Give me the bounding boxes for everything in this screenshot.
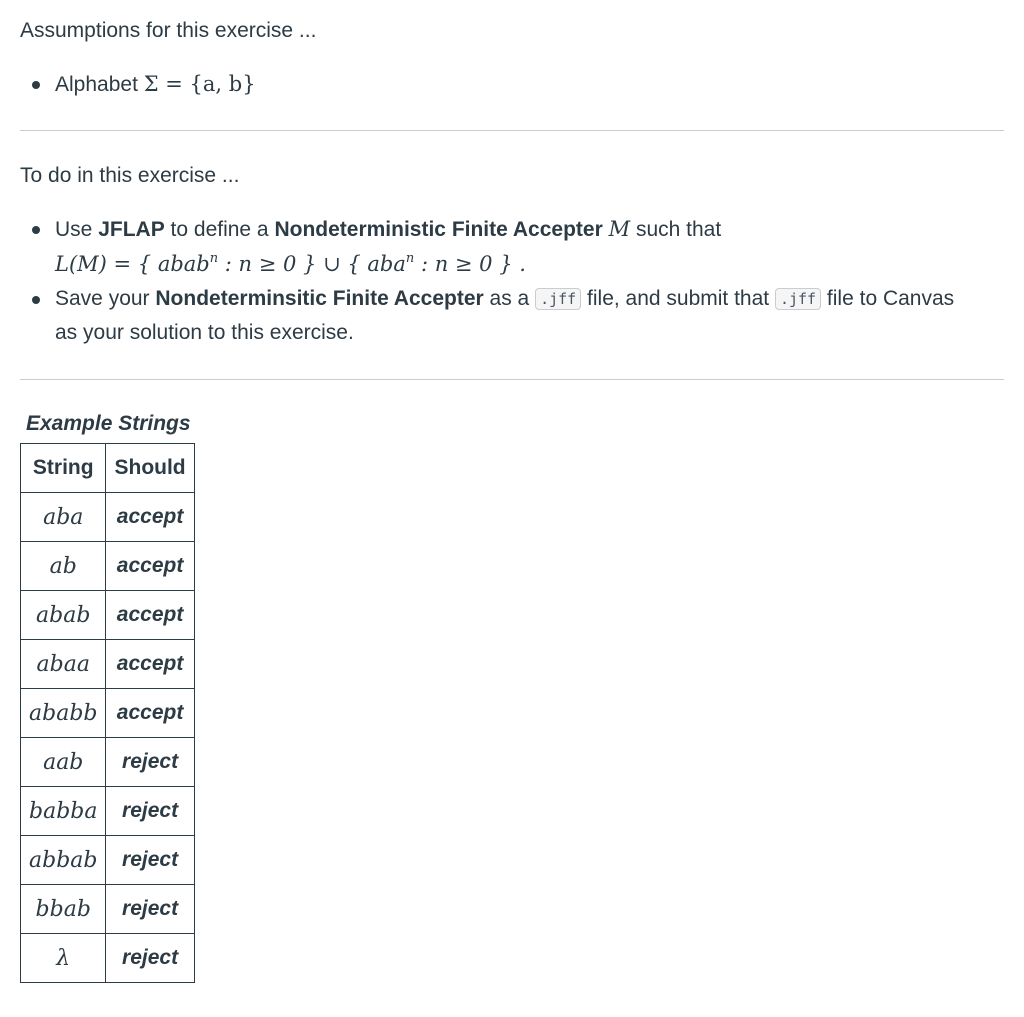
string-cell: aab [21,738,106,787]
item2-suffix-line2: as your solution to this exercise. [55,321,354,344]
alphabet-label: Alphabet [55,73,138,96]
result-cell: accept [106,689,194,738]
string-cell: λ [21,934,106,983]
column-header-should: Should [106,444,194,493]
item1-suffix: such that [630,218,722,241]
result-cell: reject [106,836,194,885]
string-cell: bbab [21,885,106,934]
result-cell: reject [106,738,194,787]
item1-middle: to define a [164,218,275,241]
list-item [20,212,954,282]
string-cell: abbab [21,836,106,885]
table-caption: Example Strings [26,412,191,435]
divider [20,379,1004,380]
result-cell: reject [106,787,194,836]
language-definition: L(M) = { abab$^n$ : n ≥ 0 } ∪ { aba$^n$ : n ≥ 0 } . [55,251,526,276]
string-cell: ababb [21,689,106,738]
todo-heading: To do in this exercise ... [20,164,240,187]
table-row [21,689,195,738]
table-row [21,493,195,542]
result-cell: reject [106,885,194,934]
bullet-icon [32,296,40,304]
table-row [21,591,195,640]
table-row [21,934,195,983]
column-header-string: String [21,444,106,493]
machine-type: Nondeterministic Finite Accepter [274,218,603,241]
result-cell: accept [106,542,194,591]
file-extension-code: .jff [775,288,821,310]
result-cell: accept [106,493,194,542]
bullet-icon [32,226,40,234]
string-cell: ab [21,542,106,591]
table-row [21,542,195,591]
item2-suffix-line1: file to Canvas [821,287,955,310]
machine-type: Nondeterminsitic Finite Accepter [155,287,484,310]
bullet-icon [32,81,40,89]
item2-prefix: Save your [55,287,156,310]
string-cell: abaa [21,640,106,689]
todo-list [20,212,954,350]
table-row [21,738,195,787]
item1-prefix: Use [55,218,99,241]
table-row [21,640,195,689]
table-header-row [21,444,195,493]
item2-middle2: file, and submit that [581,287,775,310]
assumptions-list [20,67,256,102]
string-cell: abab [21,591,106,640]
result-cell: accept [106,640,194,689]
alphabet-math: Σ = {a, b} [143,72,256,96]
machine-var: M [608,217,631,241]
result-cell: reject [106,934,194,983]
table-row [21,787,195,836]
divider [20,130,1004,131]
list-item [20,282,954,350]
examples-table [20,443,195,983]
file-extension-code: .jff [535,288,581,310]
list-item [20,67,256,102]
result-cell: accept [106,591,194,640]
table-row [21,885,195,934]
item2-middle1: as a [483,287,536,310]
string-cell: aba [21,493,106,542]
tool-name: JFLAP [98,218,165,241]
assumptions-heading: Assumptions for this exercise ... [20,19,317,42]
string-cell: babba [21,787,106,836]
table-row [21,836,195,885]
